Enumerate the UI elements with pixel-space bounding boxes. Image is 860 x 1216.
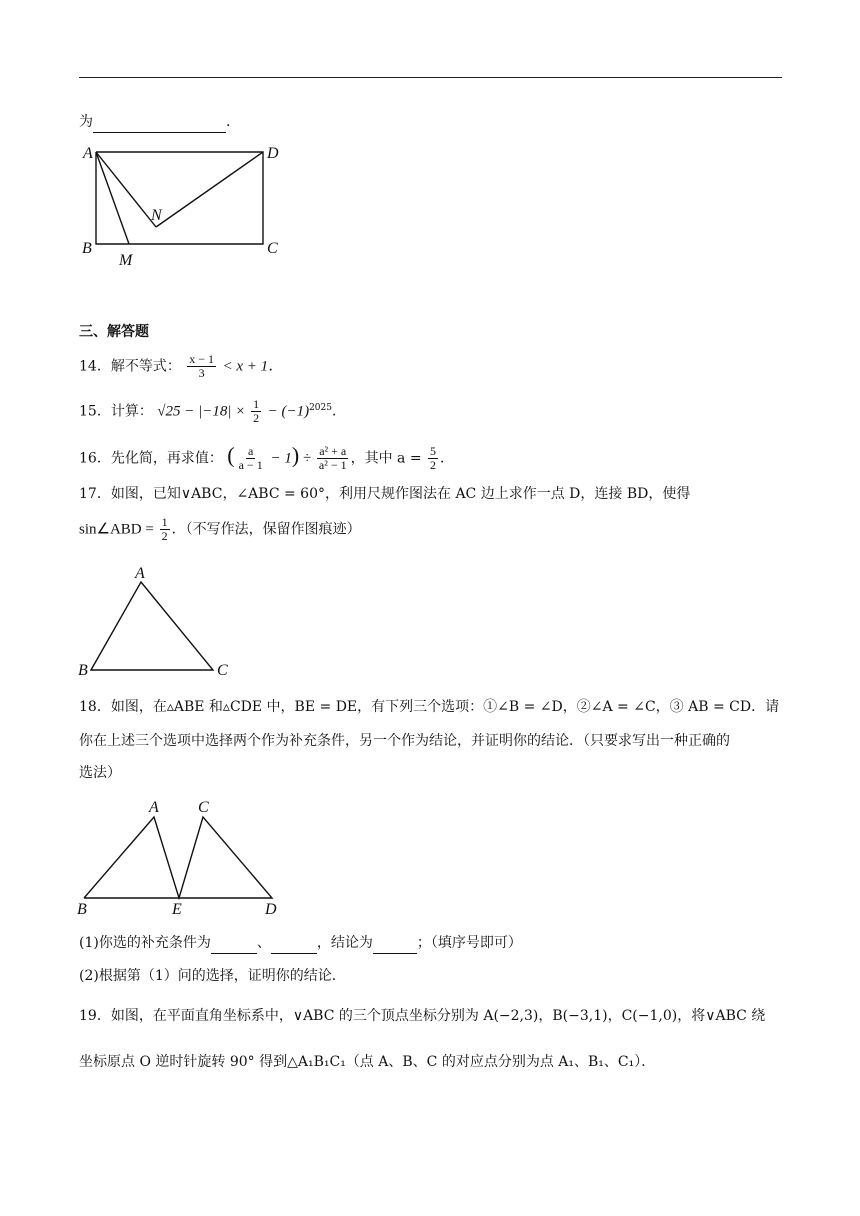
q14-frac-den: 3	[198, 366, 205, 380]
q16-divide: ÷	[299, 450, 315, 467]
q19-number: 19．	[79, 1008, 111, 1024]
label-e: E	[172, 901, 182, 918]
q18-number: 18．	[79, 699, 111, 715]
question-18-part-1	[79, 933, 522, 954]
q17-number: 17．	[79, 486, 111, 502]
section-title: 三、解答题	[79, 324, 149, 340]
q18-text-2: 你在上述三个选项中选择两个作为补充条件，另一个作为结论，并证明你的结论．（只要求写出一种正确的	[79, 733, 730, 749]
q14-number: 14．	[79, 358, 111, 375]
q15-end: ．	[331, 403, 346, 420]
q17-frac-den: 2	[161, 529, 168, 543]
question-14	[79, 353, 283, 380]
q17-fraction	[160, 516, 170, 543]
label-a: A	[83, 145, 93, 162]
q16-value-den: 2	[430, 458, 437, 472]
q16-end: ．	[440, 450, 455, 467]
q18-1-suffix: ；（填序号即可）	[416, 935, 522, 951]
q14-rest: < x + 1．	[222, 358, 284, 375]
q18-1-middle: ，结论为	[316, 935, 373, 951]
answer-blank-2[interactable]	[271, 933, 317, 954]
q15-tail: − (−1)	[267, 403, 310, 420]
q15-times: ×	[231, 403, 250, 420]
label-a: A	[135, 565, 145, 582]
q16-number: 16．	[79, 450, 111, 467]
q17-text-2: ．（不写作法，保留作图痕迹）	[171, 521, 361, 538]
label-n: N	[151, 207, 162, 224]
q15-number: 15．	[79, 403, 111, 420]
question-19-line-2	[79, 1052, 655, 1072]
q18-1-separator: 、	[256, 935, 271, 951]
q15-frac-den: 2	[253, 411, 260, 426]
q18-text-3: 选法）	[79, 765, 121, 781]
label-d: D	[265, 901, 277, 918]
q16-fraction-1	[237, 445, 265, 472]
label-d: D	[267, 145, 279, 162]
question-18-line-2	[79, 731, 730, 751]
q14-frac-num: x − 1	[189, 352, 215, 366]
q19-text-1: 如图，在平面直角坐标系中，∨ABC 的三个顶点坐标分别为 A(−2,3)，B(−3,1)，C(−1,0)，将∨ABC 绕	[110, 1008, 766, 1024]
q13-answer-line	[79, 112, 230, 133]
q15-frac-num: 1	[253, 397, 260, 412]
label-b: B	[82, 240, 92, 257]
answer-blank-3[interactable]	[373, 933, 417, 954]
q13-prefix: 为	[79, 114, 93, 130]
q18-1-prefix: (1)你选的补充条件为	[79, 935, 211, 951]
figure-triangle-abc	[75, 562, 245, 682]
q17-frac-num: 1	[161, 515, 168, 529]
question-17-line-1	[79, 484, 690, 504]
question-19-line-1	[79, 1006, 765, 1026]
q15-text: 计算：	[110, 403, 153, 420]
q16-condition: ，其中 a =	[350, 450, 427, 467]
label-c: C	[267, 240, 278, 257]
q16-fraction-2	[317, 445, 349, 472]
q15-minus: −	[180, 403, 199, 420]
label-b: B	[77, 901, 87, 918]
figure-two-triangles	[74, 796, 289, 921]
q16-p1-tail: − 1	[266, 450, 292, 467]
question-15	[79, 398, 346, 425]
label-b: B	[78, 662, 88, 679]
question-16: 16．先化简，再求值： ( $\frac{a}{a - 1}$ − 1) ÷ $\frac{\text{a² + a}}{\text{a² − 1}}$ ，其中 a = $\frac{5}{2}$ ．	[79, 442, 455, 472]
q17-text-1: 如图，已知∨ABC，∠ABC = 60°，利用尺规作图法在 AC 边上求作一点 D，连接 BD，使得	[110, 486, 691, 502]
label-c: C	[217, 662, 228, 679]
q19-text-2: 坐标原点 O 逆时针旋转 90° 得到△A₁B₁C₁（点 A、B、C 的对应点分别为点 A₁、B₁、C₁）．	[79, 1054, 656, 1070]
label-m: M	[119, 252, 133, 269]
q14-text: 解不等式：	[110, 358, 181, 375]
q15-abs: |−18|	[198, 403, 232, 420]
q15-exponent: 2025	[309, 403, 332, 413]
q14-fraction	[187, 353, 216, 380]
q18-text-1: 如图，在▵ABE 和▵CDE 中，BE = DE，有下列三个选项：①∠B = ∠D，②∠A = ∠C，③ AB = CD．请	[110, 699, 780, 715]
question-18-line-3	[79, 763, 121, 783]
answer-blank-1[interactable]	[211, 933, 257, 954]
q15-fraction	[251, 398, 261, 425]
label-c: C	[198, 799, 209, 816]
q16-frac2-num: a² + a	[319, 444, 347, 458]
q16-value-num: 5	[430, 444, 437, 458]
figure-rectangle-abcd	[78, 140, 293, 270]
q16-frac1-den: a − 1	[238, 458, 263, 472]
q16-frac2-den: a² − 1	[318, 458, 347, 472]
q15-sqrt: √25	[157, 403, 181, 420]
q13-period: .	[226, 114, 231, 130]
question-18-line-1	[79, 697, 779, 717]
question-18-part-2: (2)根据第（1）问的选择，证明你的结论．	[79, 968, 346, 984]
q16-text: 先化简，再求值：	[110, 450, 223, 467]
q16-value-fraction	[428, 445, 438, 472]
q17-sin-expression: sin∠ABD =	[79, 521, 158, 538]
label-a: A	[149, 799, 159, 816]
answer-blank[interactable]	[93, 112, 226, 133]
header-rule	[79, 77, 782, 78]
question-17-line-2	[79, 516, 361, 543]
q16-frac1-num: a	[247, 444, 254, 458]
